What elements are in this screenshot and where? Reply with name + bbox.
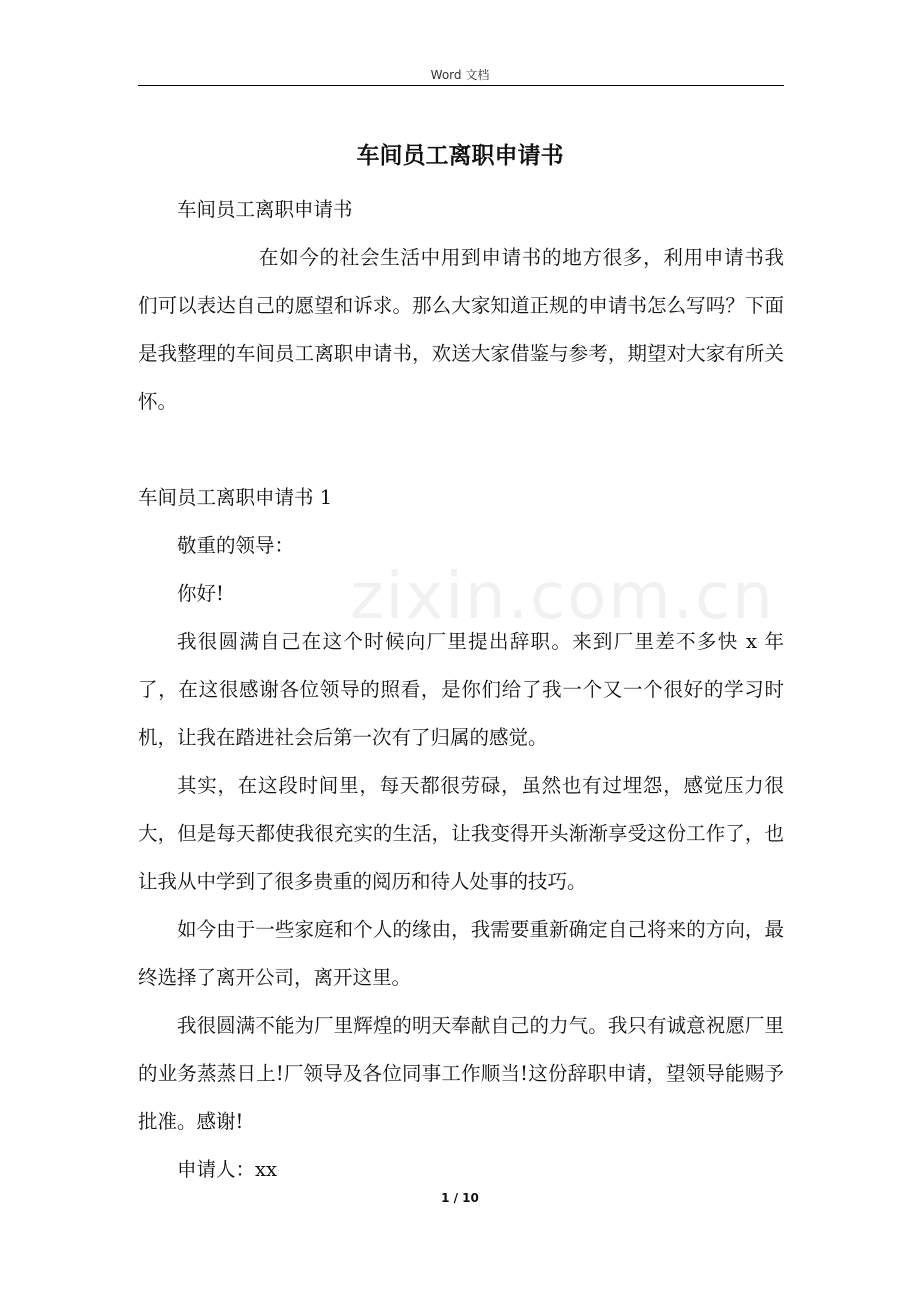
page-number: 1 / 10 (441, 1191, 479, 1205)
paragraph-intro: 在如今的社会生活中用到申请书的地方很多，利用申请书我们可以表达自己的愿望和诉求。那么大家知道正规的申请书怎么写吗？下面是我整理的车间员工离职申请书，欢送大家借鉴与参考，期望对大家有所关怀。 (138, 246, 784, 413)
paragraph-body-2: 其实，在这段时间里，每天都很劳碌，虽然也有过埋怨，感觉压力很大，但是每天都使我很充实的生活，让我变得开头渐渐享受这份工作了，也让我从中学到了很多贵重的阅历和待人处事的技巧。 (138, 774, 784, 893)
header-divider (138, 85, 784, 86)
section-heading: 车间员工离职申请书 1 (138, 486, 333, 509)
document-title: 车间员工离职申请书 (356, 142, 564, 169)
watermark: zixin.com.cn (350, 560, 775, 634)
paragraph-subtitle: 车间员工离职申请书 (177, 198, 353, 221)
blank-line (138, 426, 784, 474)
paragraph-salutation: 敬重的领导： (177, 534, 295, 557)
paragraph-body-1: 我很圆满自己在这个时候向厂里提出辞职。来到厂里差不多快 x 年了，在这很感谢各位领导的照看，是你们给了我一个又一个很好的学习时机，让我在踏进社会后第一次有了归属的感觉。 (138, 630, 784, 749)
paragraph-body-4: 我很圆满不能为厂里辉煌的明天奉献自己的力气。我只有诚意祝愿厂里的业务蒸蒸日上!厂领导及各位同事工作顺当!这份辞职申请，望领导能赐予批准。感谢! (138, 1014, 784, 1133)
paragraph-greeting: 你好! (177, 582, 224, 605)
paragraph-body-3: 如今由于一些家庭和个人的缘由，我需要重新确定自己将来的方向，最终选择了离开公司，离开这里。 (138, 918, 784, 989)
document-body (138, 186, 784, 1194)
page-header-text: Word 文档 (430, 68, 490, 82)
paragraph-signature: 申请人：xx (177, 1158, 277, 1181)
